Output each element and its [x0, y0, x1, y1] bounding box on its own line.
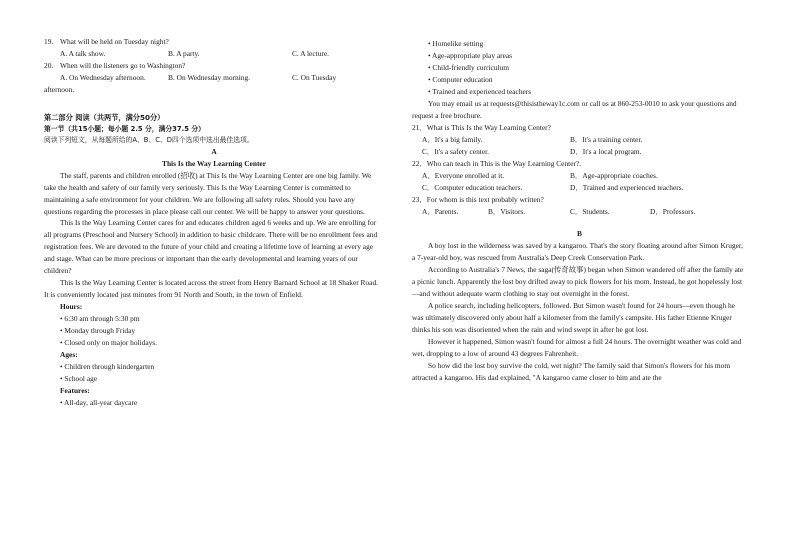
option-a: A. On Wednesday afternoon.	[60, 72, 146, 82]
option-a: A．Parents.	[422, 206, 459, 216]
list-item: • Age-appropriate play areas	[428, 50, 513, 60]
option-d: D．It's a local program.	[570, 146, 642, 156]
question-19-options	[44, 48, 384, 60]
option-d: D．Trained and experienced teachers.	[570, 182, 684, 192]
paragraph: However it happened, Simon wasn't found for almost a full 24 hours. The overnight weather was cold and wet, dropping to a low of around 43 degrees Fahrenheit.	[412, 336, 742, 358]
paragraph: According to Australia's 7 News, the saga(传奇故事) began when Simon wandered off after the family ate a picnic lunch. Apparently the lost boy drifted away to pick flowers for his mom. Instead, he got hopelessly lost—and without adequate warm clothing to stay out overnight in the forest.	[412, 264, 744, 298]
paragraph: So how did the lost boy survive the cold, wet night? The family said that Simon's flowers for his mom attracted a kangaroo. His dad explained, "A kangaroo came closer to him and ate the	[412, 360, 731, 382]
option-b: B. A party.	[168, 48, 200, 58]
option-d: D．Professors.	[650, 206, 696, 216]
question-20-options	[44, 72, 384, 84]
option-c: C．Students.	[570, 206, 610, 216]
paragraph: The staff, parents and children enrolled (招收) at This Is the Way Learning Center are one big family. We take the health and safety of our family very seriously. This Is the Way Learning Center is committed to maintaining a safe environment for your children. We are following all safety rules. Should you have any questions regarding the processes in place please call our center. We will be happy to answer your questions.	[44, 170, 372, 216]
question-22-options-row1	[412, 170, 747, 182]
option-a: A．Everyone enrolled at it.	[422, 170, 505, 180]
question-20	[44, 60, 384, 72]
left-column	[44, 36, 384, 409]
passage-letter: B	[577, 228, 582, 238]
passage-letter: A	[211, 146, 217, 156]
question-21-stem: 21．What is This Is the Way Learning Center?	[412, 122, 551, 132]
list-item: • Closed only on major holidays.	[60, 338, 158, 348]
question-stem: When will the listeners go to Washington?	[60, 60, 186, 70]
question-21-options-row1	[412, 134, 747, 146]
ages-label: Ages:	[60, 350, 78, 360]
right-column	[412, 38, 747, 384]
section-instruction: 阅读下列短文，从每题所给的A、B、C、D四个选项中选出最佳选项。	[44, 135, 254, 144]
option-b: B．It's a training center.	[570, 134, 643, 144]
question-number: 20.	[44, 60, 54, 70]
paragraph: A police search, including helicopters, followed. But Simon wasn't found for 24 hours—even though he was ultimately discovered only about half a kilometer from the family's campsite. His father Etienne Kruger thinks his son was disoriented when the rain and wind swept in after he got lost.	[412, 300, 735, 334]
hours-label: Hours:	[60, 302, 83, 312]
option-b: B．Age-appropriate coaches.	[570, 170, 658, 180]
list-item: • 6:30 am through 5:30 pm	[60, 314, 140, 324]
list-item: • Trained and experienced teachers	[428, 86, 532, 96]
list-item: • School age	[60, 374, 98, 384]
option-b: B. On Wednesday morning.	[168, 72, 250, 82]
option-b: B．Visitors.	[488, 206, 526, 216]
paragraph: This Is the Way Learning Center cares for and educates children aged 6 weeks and up. We are enrolling for all programs (Preschool and Nursery School) in addition to basic childcare. There will be no enrollment fees and registration fees. We are devoted to the future of your child and creating a lifetime love of learning at every age and stage. What can be more precious or important than the early developmental and learning years of our children?	[44, 218, 378, 276]
option-c: C．It's a safety center.	[422, 146, 490, 156]
question-23-options	[412, 206, 747, 218]
option-c: C. A lecture.	[292, 48, 329, 58]
option-c: C．Computer education teachers.	[422, 182, 523, 192]
option-c-continued: afternoon.	[44, 84, 75, 94]
list-item: • Computer education	[428, 74, 493, 84]
question-number: 19.	[44, 37, 54, 46]
paragraph: A boy lost in the wilderness was saved by a kangaroo. That's the story floating around after Simon Kruger, a 7-year-old boy, was rescued from Australia's Deep Creek Conservation Park.	[412, 240, 743, 262]
question-stem: What will be held on Tuesday night?	[60, 37, 169, 46]
spacer	[412, 218, 747, 228]
option-a: A．It's a big family.	[422, 134, 483, 144]
contact-paragraph: You may email us at requests@thisistheway1c.com or call us at 860-253-0010 to ask your questions and request a free brochure.	[412, 98, 737, 120]
list-item: • Monday through Friday	[60, 326, 136, 336]
option-c: C. On Tuesday	[292, 72, 337, 82]
list-item: • All-day, all-year daycare	[60, 398, 138, 408]
list-item: • Homelike setting	[428, 39, 484, 48]
question-22-stem: 22．Who can teach in This is the Way Learning Center?.	[412, 158, 582, 168]
option-a: A. A talk show.	[60, 48, 106, 58]
question-19	[44, 36, 384, 48]
list-item: • Child-friendly curriculum	[428, 62, 509, 72]
section-title: 第二部分 阅读（共两节，满分50分）	[44, 112, 165, 122]
features-label: Features:	[60, 386, 90, 396]
question-23-stem: 23．For whom is this text probably written?	[412, 194, 544, 204]
passage-title: This Is the Way Learning Center	[162, 158, 266, 168]
list-item: • Children through kindergarten	[60, 362, 155, 372]
paragraph: This Is the Way Learning Center is located across the street from Henry Barnard School at 18 Shaker Road. It is conveniently located just minutes from 91 North and South, in the town of Enfield.	[44, 278, 378, 300]
question-22-options-row2	[412, 182, 747, 194]
question-21-options-row2	[412, 146, 747, 158]
section-subtitle: 第一节（共15小题；每小题 2.5 分，满分37.5 分）	[44, 124, 205, 133]
